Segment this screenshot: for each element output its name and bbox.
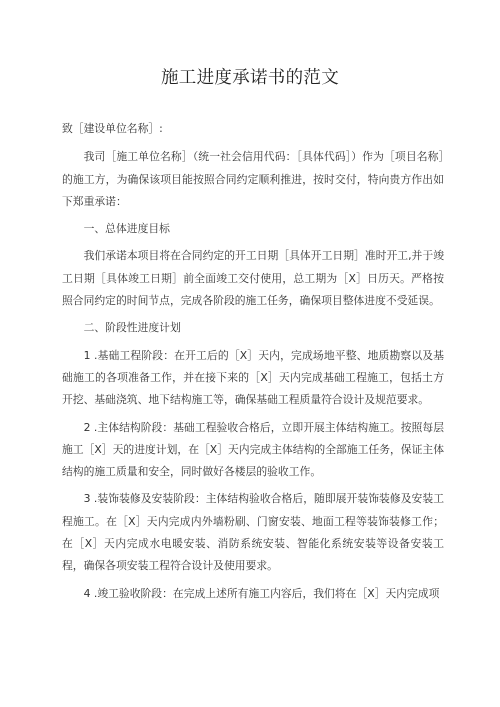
overall-goal-paragraph: 我们承诺本项目将在合同约定的开工日期［具体开工日期］准时开工,并于竣工日期［具体竣工日期］前全面竣工交付使用，总工期为［X］日历天。严格按照合同约定的时间节点，完成各阶段的施工任务，确保项目整体进度不受延误。 (62, 249, 444, 308)
section-heading-overall-goal: 一、总体进度目标 (83, 222, 170, 236)
document-body (62, 118, 444, 605)
intro-paragraph: 我司［施工单位名称］（统一社会信用代码：［具体代码］）作为［项目名称］的施工方，为确保该项目能按照合同约定顺利推进，按时交付，特向贵方作出如下郑重承诺： (62, 150, 444, 208)
phase-structure-paragraph: 2 .主体结构阶段：基础工程验收合格后，立即开展主体结构施工。按照每层施工［X］天的进度计划，在［X］天内完成主体结构的全部施工任务，保证主体结构的施工质量和安全，同时做好各楼层的验收工作。 (62, 420, 444, 479)
document-title: 施工进度承诺书的范文 (161, 68, 339, 88)
phase-foundation-paragraph: 1 .基础工程阶段：在开工后的［X］天内，完成场地平整、地质勘察以及基础施工的各项准备工作，并在接下来的［X］天内完成基础工程施工，包括土方开挖、基础浇筑、地下结构施工等，确保基础工程质量符合设计及规范要求。 (62, 348, 444, 407)
section-heading-phase-plan: 二、阶段性进度计划 (83, 321, 181, 335)
phase-acceptance-paragraph: 4 .竣工验收阶段：在完成上述所有施工内容后，我们将在［X］天内完成项 (83, 586, 440, 600)
salutation: 致［建设单位名称］: (62, 122, 163, 135)
phase-decoration-paragraph: 3 .装饰装修及安装阶段：主体结构验收合格后，随即展开装饰装修及安装工程施工。在［X］天内完成内外墙粉刷、门窗安装、地面工程等装饰装修工作；在［X］天内完成水电暖安装、消防系统安装、智能化系统安装等设备安装工程，确保各项安装工程符合设计及使用要求。 (62, 492, 444, 573)
